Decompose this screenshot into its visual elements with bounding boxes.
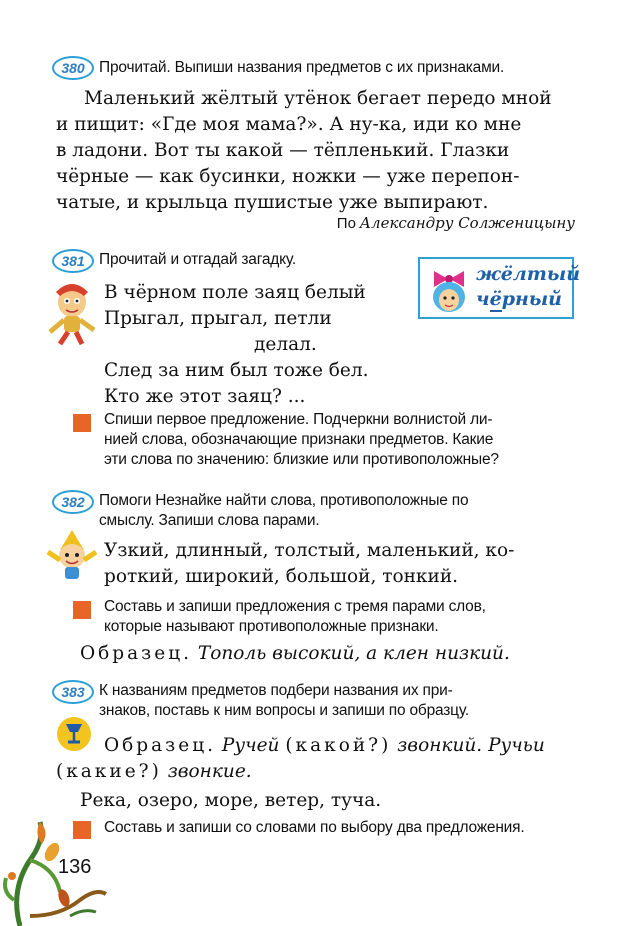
exercise-380-attribution [337, 214, 575, 233]
exercise-number-383: 383 [52, 680, 94, 704]
example-text: Тополь высокий, а клен низкий. [197, 643, 510, 664]
task-square-icon [73, 601, 91, 619]
vocab-word-2-marked-letter: ё [489, 288, 502, 310]
instruction-line: К названиям предметов подбери названия их при- [99, 682, 453, 699]
poem-line: делал. [254, 334, 317, 355]
example-question-2: (какие?) [56, 761, 162, 782]
instruction-line: смыслу. Запиши слова парами. [99, 512, 320, 529]
example-question-1: (какой?) [285, 735, 392, 756]
poem-line: В чёрном поле заяц белый [104, 282, 366, 303]
exercise-383-example-line1 [104, 733, 584, 759]
vocab-word-2-start: ч [476, 288, 490, 310]
example-word-1: Ручей [221, 735, 280, 756]
vocab-word-1: жёлтый [476, 263, 581, 285]
words-line: роткий, широкий, большой, тонкий. [104, 566, 459, 587]
task-line: Составь и запиши предложения с тремя парами слов, [104, 598, 486, 615]
text-line: и пищит: «Где моя мама?». А ну-ка, иди ко мне [56, 114, 522, 135]
example-label: Образец. [80, 643, 192, 664]
exercise-380-text [56, 86, 576, 216]
exercise-382-task [104, 597, 584, 637]
instruction-line: Помоги Незнайке найти слова, противоположные по [99, 492, 469, 509]
exercise-383-example-line2 [56, 759, 556, 785]
exercise-383-words: Река, озеро, море, ветер, туча. [80, 790, 382, 811]
floral-ornament-icon [0, 820, 110, 926]
vocab-word-2 [476, 288, 562, 310]
riddle-poem [104, 280, 404, 410]
exercise-381-instruction: Прочитай и отгадай загадку. [99, 251, 296, 268]
exercise-number-380: 380 [52, 56, 94, 80]
vocab-word-2-end: рный [501, 288, 562, 310]
text-line: Маленький жёлтый утёнок бегает передо мной [84, 88, 552, 109]
poem-line: Кто же этот заяц? ... [104, 386, 306, 407]
girl-with-bow-icon [426, 263, 472, 315]
mascot-character-icon [46, 280, 98, 346]
exercise-383-task: Составь и запиши со словами по выбору два предложения. [104, 819, 525, 836]
task-line: Спиши первое предложение. Подчеркни волнистой ли- [104, 411, 493, 428]
example-answer-1: звонкий. [397, 735, 483, 756]
task-square-icon [73, 414, 91, 432]
exercise-382-instruction [99, 491, 579, 531]
text-line: чатые, и крыльца пушистые уже выпирают. [56, 192, 489, 213]
exercise-380-instruction: Прочитай. Выпиши названия предметов с их признаками. [99, 59, 505, 76]
task-line: нией слова, обозначающие признаки предметов. Какие [104, 431, 494, 448]
page-number: 136 [58, 856, 92, 878]
example-answer-2: звонкие. [167, 761, 252, 782]
example-label: Образец. [104, 735, 216, 756]
words-line: Узкий, длинный, толстый, маленький, ко- [104, 540, 515, 561]
task-line: эти слова по значению: близкие или противоположные? [104, 451, 499, 468]
exercise-381-task [104, 410, 584, 470]
text-line: чёрные — как бусинки, ножки — уже перепон- [56, 166, 520, 187]
exercise-number-381: 381 [52, 249, 94, 273]
text-line: в ладони. Вот ты какой — тёпленький. Глазки [56, 140, 510, 161]
attribution-prefix: По [336, 215, 356, 232]
exercise-382-words [104, 538, 584, 590]
vocabulary-box [418, 257, 581, 319]
attribution-author: Александру Солженицыну [359, 214, 575, 232]
poem-line: Прыгал, прыгал, петли [104, 308, 332, 329]
task-line: которые называют противоположные признаки. [104, 618, 439, 635]
exercise-382-example [80, 641, 580, 667]
instruction-line: знаков, поставь к ним вопросы и запиши по образцу. [99, 702, 469, 719]
lamp-icon [56, 716, 92, 752]
exercise-383-instruction [99, 681, 579, 721]
poem-line: След за ним был тоже бел. [104, 360, 369, 381]
neznaika-character-icon [46, 530, 98, 580]
exercise-number-382: 382 [52, 490, 94, 514]
example-word-2: Ручьи [488, 735, 545, 756]
